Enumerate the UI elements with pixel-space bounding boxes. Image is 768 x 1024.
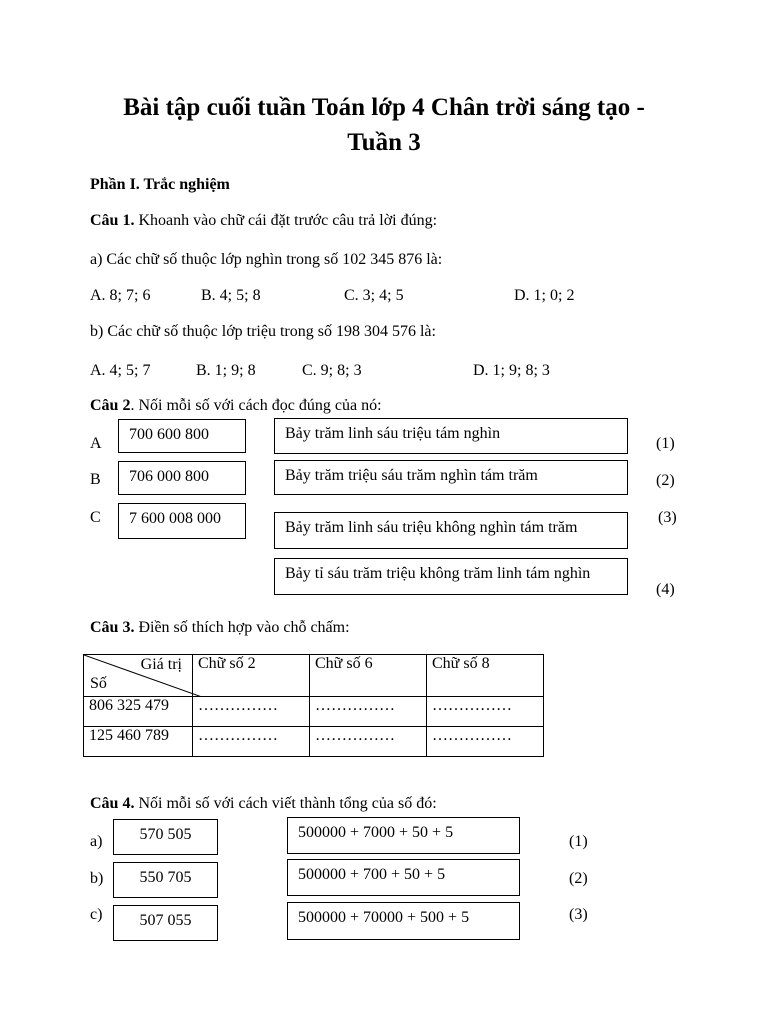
q1b-option-c: C. 9; 8; 3 — [302, 362, 362, 379]
q2-reading-box-1[interactable] — [274, 418, 628, 454]
table-row — [84, 727, 544, 757]
question-1 — [90, 212, 437, 230]
fill-in-cell[interactable]: …………… — [310, 727, 427, 757]
row-number: 125 460 789 — [84, 727, 193, 757]
question-3-text: Điền số thích hợp vào chỗ chấm: — [134, 619, 350, 636]
q2-index-1: (1) — [656, 435, 675, 452]
question-2-label: Câu 2 — [90, 397, 131, 414]
q1a-option-d: D. 1; 0; 2 — [514, 287, 575, 304]
q4-letter-c: c) — [90, 906, 103, 923]
q4-sum-1: 500000 + 7000 + 50 + 5 — [298, 824, 454, 841]
title-line-1: Bài tập cuối tuần Toán lớp 4 Chân trời sáng tạo - — [123, 94, 645, 121]
part-1-heading: Phần I. Trắc nghiệm — [90, 176, 230, 193]
q4-number-b: 550 705 — [139, 869, 192, 886]
fill-in-cell[interactable]: …………… — [427, 697, 544, 727]
q1a-option-a: A. 8; 7; 6 — [90, 287, 151, 304]
q4-index-1: (1) — [569, 833, 588, 850]
q1a-option-b: B. 4; 5; 8 — [201, 287, 261, 304]
question-4-text: Nối mỗi số với cách viết thành tổng của số đó: — [134, 795, 437, 812]
q4-sum-box-3[interactable] — [287, 902, 520, 940]
table-header-row — [84, 655, 544, 697]
question-1b: b) Các chữ số thuộc lớp triệu trong số 198 304 576 là: — [90, 323, 436, 340]
q4-letter-b: b) — [90, 870, 104, 887]
q2-number-box-b[interactable] — [118, 461, 246, 495]
q4-number-a: 570 505 — [139, 826, 192, 843]
q4-number-c: 507 055 — [139, 912, 192, 929]
q2-reading-box-3[interactable] — [274, 512, 628, 549]
q1b-option-b: B. 1; 9; 8 — [196, 362, 256, 379]
q4-number-box-a[interactable] — [113, 819, 218, 855]
q4-sum-3: 500000 + 70000 + 500 + 5 — [298, 909, 470, 926]
page-title — [60, 90, 708, 160]
q4-number-box-c[interactable] — [113, 905, 218, 941]
q2-letter-b: B — [90, 471, 101, 488]
q2-number-b: 706 000 800 — [129, 468, 209, 485]
column-header: Chữ số 6 — [310, 655, 427, 697]
question-1a: a) Các chữ số thuộc lớp nghìn trong số 102 345 876 là: — [90, 251, 443, 268]
row-number: 806 325 479 — [84, 697, 193, 727]
question-3-label: Câu 3. — [90, 619, 135, 636]
title-line-2: Tuần 3 — [347, 129, 421, 156]
fill-in-cell[interactable]: …………… — [193, 697, 310, 727]
fill-in-cell[interactable]: …………… — [193, 727, 310, 757]
fill-in-cell[interactable]: …………… — [427, 727, 544, 757]
question-1-text: Khoanh vào chữ cái đặt trước câu trả lời đúng: — [134, 212, 438, 229]
digit-value-table — [83, 654, 544, 757]
q2-reading-3: Bảy trăm linh sáu triệu không nghìn tám trăm — [285, 519, 578, 536]
q4-sum-box-1[interactable] — [287, 817, 520, 854]
question-1-label: Câu 1. — [90, 212, 135, 229]
q2-reading-box-2[interactable] — [274, 460, 628, 495]
q2-number-a: 700 600 800 — [129, 426, 209, 443]
q4-sum-2: 500000 + 700 + 50 + 5 — [298, 866, 446, 883]
q2-index-4: (4) — [656, 581, 675, 598]
table-diagonal-header — [84, 655, 193, 697]
question-2 — [90, 397, 382, 415]
fill-in-cell[interactable]: …………… — [310, 697, 427, 727]
q2-number-box-a[interactable] — [118, 419, 246, 453]
q1b-option-d: D. 1; 9; 8; 3 — [473, 362, 550, 379]
q1a-option-c: C. 3; 4; 5 — [344, 287, 404, 304]
q4-letter-a: a) — [90, 833, 103, 850]
q2-letter-a: A — [90, 435, 102, 452]
q2-number-box-c[interactable] — [118, 503, 246, 539]
table-row — [84, 697, 544, 727]
q2-index-3: (3) — [658, 509, 677, 526]
q4-number-box-b[interactable] — [113, 862, 218, 898]
q2-reading-1: Bảy trăm linh sáu triệu tám nghìn — [285, 425, 501, 442]
q2-number-c: 7 600 008 000 — [129, 510, 221, 527]
question-3 — [90, 619, 350, 637]
q4-index-3: (3) — [569, 906, 588, 923]
q2-index-2: (2) — [656, 472, 675, 489]
question-2-text: . Nối mỗi số với cách đọc đúng của nó: — [130, 397, 382, 414]
q2-reading-4: Bảy tỉ sáu trăm triệu không trăm linh tám nghìn — [285, 565, 591, 582]
header-number-label: Số — [90, 675, 107, 692]
question-4-label: Câu 4. — [90, 795, 135, 812]
q1b-option-a: A. 4; 5; 7 — [90, 362, 151, 379]
q4-index-2: (2) — [569, 870, 588, 887]
question-4 — [90, 795, 437, 813]
q2-letter-c: C — [90, 509, 101, 526]
header-value-label: Giá trị — [140, 656, 182, 673]
q4-sum-box-2[interactable] — [287, 859, 520, 896]
q2-reading-box-4[interactable] — [274, 558, 628, 595]
column-header: Chữ số 2 — [193, 655, 310, 697]
q2-reading-2: Bảy trăm triệu sáu trăm nghìn tám trăm — [285, 467, 538, 484]
column-header: Chữ số 8 — [427, 655, 544, 697]
